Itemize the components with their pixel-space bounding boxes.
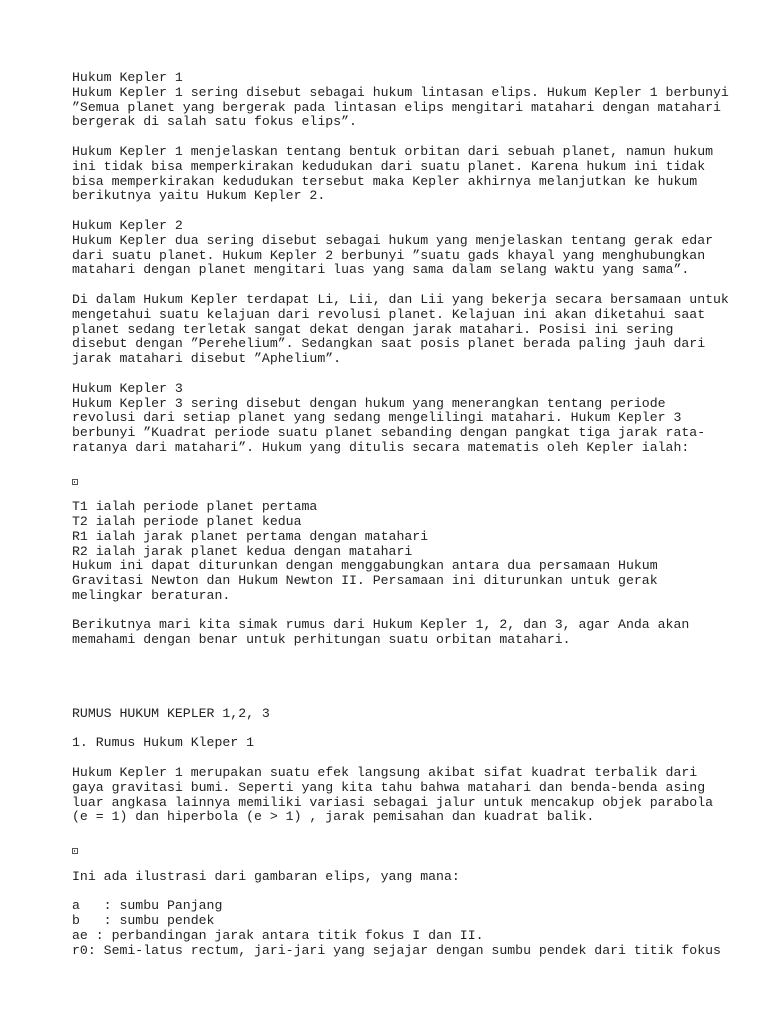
text-line: Hukum Kepler 2 [72, 217, 183, 233]
text-line: Di dalam Hukum Kepler terdapat Li, Lii, dan Lii yang bekerja secara bersamaan untuk [72, 291, 729, 307]
text-line: Berikutnya mari kita simak rumus dari Hukum Kepler 1, 2, dan 3, agar Anda akan [72, 617, 690, 633]
text-line: berbunyi ”Kuadrat periode suatu planet sebanding dengan pangkat tiga jarak rata- [72, 425, 706, 441]
text-line: R2 ialah jarak planet kedua dengan matahari [72, 543, 413, 559]
text-line: revolusi dari setiap planet yang sedang mengelilingi matahari. Hukum Kepler 3 [72, 410, 682, 426]
text-line: matahari dengan planet mengitari luas yang sama dalam selang waktu yang sama”. [72, 262, 690, 278]
text-line: Hukum Kepler dua sering disebut sebagai hukum yang menjelaskan tentang gerak edar [72, 232, 714, 248]
missing-ellipse-image [72, 840, 752, 855]
text-line: Hukum Kepler 3 sering disebut dengan hukum yang menerangkan tentang periode [72, 395, 666, 411]
missing-image-icon [72, 479, 78, 485]
text-line: b : sumbu pendek [72, 913, 215, 929]
section-heading [72, 707, 752, 722]
text-line: Gravitasi Newton dan Hukum Newton II. Persamaan ini diturunkan untuk gerak [72, 573, 658, 589]
text-line: RUMUS HUKUM KEPLER 1,2, 3 [72, 705, 270, 721]
missing-image-icon [72, 848, 78, 854]
text-line: gaya gravitasi bumi. Seperti yang kita tahu bahwa matahari dan benda-benda asing [72, 779, 706, 795]
text-line: berikutnya yaitu Hukum Kepler 2. [72, 188, 326, 204]
text-line: T1 ialah periode planet pertama [72, 499, 318, 515]
text-line: Hukum Kepler 1 sering disebut sebagai hukum lintasan elips. Hukum Kepler 1 berbunyi [72, 84, 729, 100]
text-line: T2 ialah periode planet kedua [72, 513, 302, 529]
text-line: ae : perbandingan jarak antara titik fokus I dan II. [72, 927, 484, 943]
paragraph-kepler-1-explanation [72, 145, 752, 204]
text-line: memahami dengan benar untuk perhitungan suatu orbitan matahari. [72, 632, 571, 648]
text-line: Hukum Kepler 1 menjelaskan tentang bentuk orbitan dari sebuah planet, namun hukum [72, 143, 714, 159]
text-line: 1. Rumus Hukum Kleper 1 [72, 735, 255, 751]
text-line: ”Semua planet yang bergerak pada lintasan elips mengitari matahari dengan matahari [72, 99, 721, 115]
text-line: Hukum Kepler 1 merupakan suatu efek langsung akibat sifat kuadrat terbalik dari [72, 765, 698, 781]
paragraph-kepler-2 [72, 219, 752, 278]
text-line: planet sedang terletak sangat dekat dengan jarak matahari. Posisi ini sering [72, 321, 674, 337]
text-line: Hukum Kepler 3 [72, 380, 183, 396]
text-line: luar angkasa lainnya memiliki variasi sebagai jalur untuk mencakup objek parabola [72, 794, 714, 810]
paragraph-ellipse-terms [72, 899, 752, 958]
text-line: Ini ada ilustrasi dari gambaran elips, yang mana: [72, 868, 460, 884]
document-page [72, 71, 752, 973]
paragraph-ellipse-intro [72, 870, 752, 885]
text-line: R1 ialah jarak planet pertama dengan matahari [72, 528, 429, 544]
text-line: bisa memperkirakan kedudukan tersebut maka Kepler akhirnya melanjutkan ke hukum [72, 173, 698, 189]
text-line: bergerak di salah satu fokus elips”. [72, 114, 357, 130]
paragraph-perihelion-aphelion [72, 293, 752, 367]
subsection-heading [72, 736, 752, 751]
paragraph-kepler-1-formula [72, 766, 752, 825]
paragraph-kepler-1 [72, 71, 752, 130]
text-line: disebut dengan ”Perehelium”. Sedangkan saat posis planet berada paling jauh dari [72, 336, 706, 352]
text-line: r0: Semi-latus rectum, jari-jari yang sejajar dengan sumbu pendek dari titik fokus [72, 942, 721, 958]
text-line: (e = 1) dan hiperbola (e > 1) , jarak pemisahan dan kuadrat balik. [72, 809, 595, 825]
text-line: a : sumbu Panjang [72, 898, 223, 914]
missing-formula-image [72, 471, 752, 486]
paragraph-kepler-3 [72, 382, 752, 456]
text-line: melingkar beraturan. [72, 587, 231, 603]
text-line: dari suatu planet. Hukum Kepler 2 berbunyi ”suatu gads khayal yang menghubungkan [72, 247, 706, 263]
paragraph-next-formulas [72, 618, 752, 648]
text-line: jarak matahari disebut ”Aphelium”. [72, 351, 342, 367]
text-line: ratanya dari matahari”. Hukum yang ditulis secara matematis oleh Kepler ialah: [72, 439, 690, 455]
paragraph-variables [72, 500, 752, 604]
text-line: ini tidak bisa memperkirakan kedudukan dari suatu planet. Karena hukum ini tidak [72, 158, 706, 174]
text-line: Hukum Kepler 1 [72, 70, 183, 85]
text-line: mengetahui suatu kelajuan dari revolusi planet. Kelajuan ini akan diketahui saat [72, 306, 706, 322]
spacer [72, 663, 752, 707]
text-line: Hukum ini dapat diturunkan dengan menggabungkan antara dua persamaan Hukum [72, 558, 658, 574]
